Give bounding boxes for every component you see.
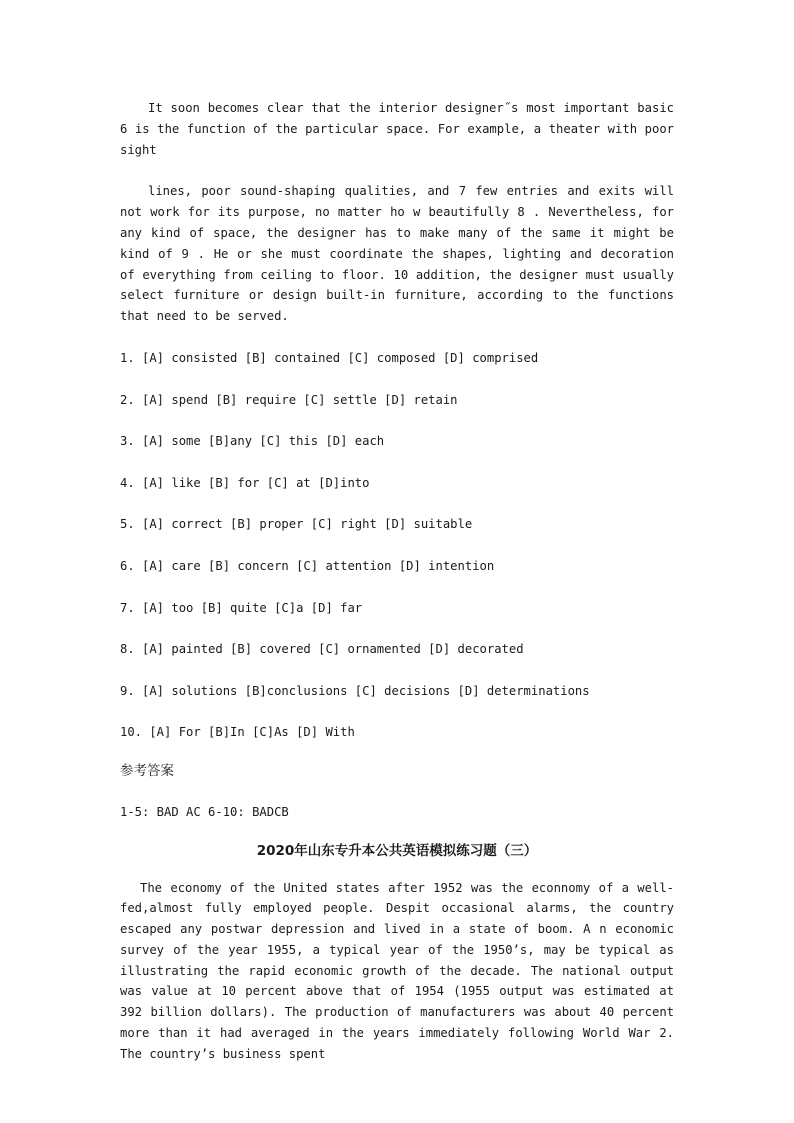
option-item-8: 8. [A] painted [B] covered [C] ornamented [D] decorated — [120, 642, 524, 657]
options-list — [120, 348, 674, 743]
spacer — [120, 823, 674, 841]
answer-text: 1-5: BAD AC 6-10: BADCB — [120, 804, 289, 819]
spacer — [120, 743, 674, 761]
section-title: 2020年山东专升本公共英语模拟练习题（三） — [256, 842, 538, 859]
option-item-3: 3. [A] some [B]any [C] this [D] each — [120, 434, 385, 449]
spacer — [120, 160, 674, 181]
option-item-1: 1. [A] consisted [B] contained [C] composed [D] comprised — [120, 350, 539, 365]
spacer — [120, 327, 674, 348]
passage1-paragraph2: lines, poor sound-shaping qualities, and 7 few entries and exits will not work for its purpose, no matter ho w beautifully 8 . Nevertheless, for any kind of space, the designer has to make many of the same it might be kind of 9 . He or she must coordinate the shapes, lighting and decoration of everything from ceiling to floor. 10 addition, the designer must usually select furniture or design built-in furniture, according to the functions that need to be served. — [120, 184, 674, 324]
option-item-6: 6. [A] care [B] concern [C] attention [D] intention — [120, 558, 495, 573]
passage2-paragraph: The economy of the United states after 1952 was the econnomy of a well-fed,almost fully employed people. Despit occasional alarms, the country escaped any postwar depression and lived in a state of boom. A n economic survey of the year 1955, a typical year of the 1950’s, may be typical as illustrating the rapid economic growth of the decade. The national output was value at 10 percent above that of 1954 (1955 output was estimated at 392 billion dollars). The production of manufacturers was about 40 percent more than it had averaged in the years immediately following World War 2. The country’s business spent — [120, 880, 674, 1061]
passage1-paragraph1: It soon becomes clear that the interior designer˝s most important basic 6 is the function of the particular space. For example, a theater with poor sight — [120, 101, 674, 157]
option-item-10: 10. [A] For [B]In [C]As [D] With — [120, 725, 355, 740]
answer-label: 参考答案 — [120, 763, 174, 780]
option-item-2: 2. [A] spend [B] require [C] settle [D] retain — [120, 392, 458, 407]
option-item-9: 9. [A] solutions [B]conclusions [C] decisions [D] determinations — [120, 683, 590, 698]
option-item-4: 4. [A] like [B] for [C] at [D]into — [120, 475, 370, 490]
option-item-5: 5. [A] correct [B] proper [C] right [D] suitable — [120, 517, 473, 532]
spacer — [120, 862, 674, 878]
option-item-7: 7. [A] too [B] quite [C]a [D] far — [120, 600, 363, 615]
document-page — [120, 98, 674, 1065]
spacer — [120, 782, 674, 802]
